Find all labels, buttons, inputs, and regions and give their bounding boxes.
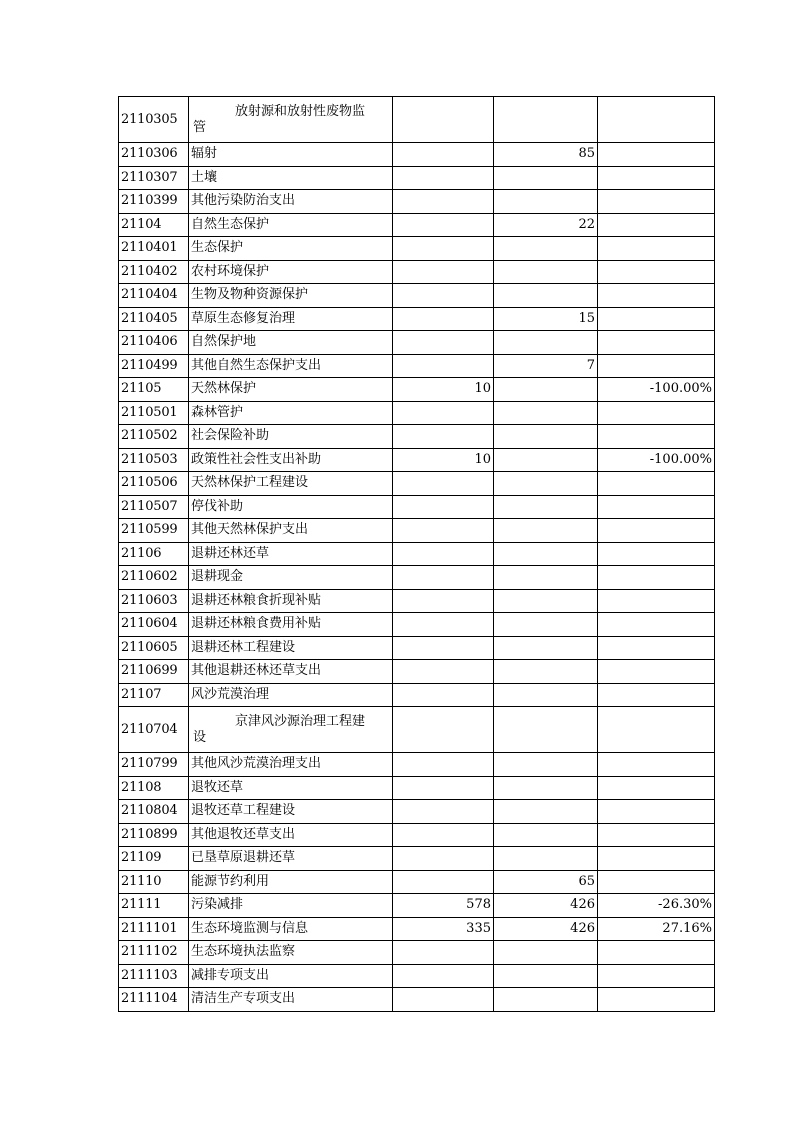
table-row [119, 894, 715, 918]
table-row [119, 378, 715, 402]
value-prev [393, 190, 494, 214]
value-current: 426 [494, 917, 598, 941]
value-prev [393, 519, 494, 543]
value-current [494, 166, 598, 190]
value-current [494, 941, 598, 965]
value-current [494, 613, 598, 637]
row-code: 2111104 [119, 988, 189, 1012]
row-code: 2110501 [119, 401, 189, 425]
table-row [119, 190, 715, 214]
change-percent [598, 495, 715, 519]
row-name-line2: 设 [193, 729, 207, 745]
value-current [494, 660, 598, 684]
row-name: 退耕还林工程建设 [189, 636, 393, 660]
row-name: 已垦草原退耕还草 [189, 847, 393, 871]
value-current [494, 401, 598, 425]
change-percent [598, 988, 715, 1012]
row-name: 草原生态修复治理 [189, 307, 393, 331]
value-prev [393, 660, 494, 684]
row-name: 农村环境保护 [189, 260, 393, 284]
value-prev [393, 166, 494, 190]
row-name: 生物及物种资源保护 [189, 284, 393, 308]
row-name [189, 707, 393, 753]
change-percent [598, 660, 715, 684]
row-code: 2110605 [119, 636, 189, 660]
row-code: 2110599 [119, 519, 189, 543]
table-row [119, 589, 715, 613]
table-row [119, 917, 715, 941]
value-prev [393, 495, 494, 519]
value-prev [393, 143, 494, 167]
row-code: 21106 [119, 542, 189, 566]
row-name: 退耕现金 [189, 566, 393, 590]
row-name-line2: 管 [193, 119, 207, 135]
row-code: 2110804 [119, 800, 189, 824]
value-current [494, 190, 598, 214]
value-current [494, 823, 598, 847]
table-row [119, 97, 715, 143]
value-current [494, 964, 598, 988]
row-code: 21111 [119, 894, 189, 918]
row-name: 社会保险补助 [189, 425, 393, 449]
change-percent [598, 683, 715, 707]
change-percent [598, 307, 715, 331]
row-name: 其他天然林保护支出 [189, 519, 393, 543]
row-code: 2110602 [119, 566, 189, 590]
row-code: 2110799 [119, 753, 189, 777]
row-code: 2110502 [119, 425, 189, 449]
row-name: 清洁生产专项支出 [189, 988, 393, 1012]
table-row [119, 566, 715, 590]
table-row [119, 354, 715, 378]
table-row [119, 964, 715, 988]
value-prev [393, 707, 494, 753]
change-percent [598, 870, 715, 894]
row-name: 生态保护 [189, 237, 393, 261]
row-code: 21105 [119, 378, 189, 402]
change-percent: -100.00% [598, 378, 715, 402]
row-code: 2110402 [119, 260, 189, 284]
change-percent [598, 472, 715, 496]
row-name: 其他自然生态保护支出 [189, 354, 393, 378]
value-prev [393, 354, 494, 378]
row-code: 2110506 [119, 472, 189, 496]
change-percent [598, 753, 715, 777]
value-current [494, 800, 598, 824]
change-percent [598, 542, 715, 566]
row-name: 生态环境监测与信息 [189, 917, 393, 941]
row-name: 退耕还林粮食费用补贴 [189, 613, 393, 637]
row-name: 自然生态保护 [189, 213, 393, 237]
table-row [119, 941, 715, 965]
row-name-line1: 放射源和放射性废物监 [235, 103, 366, 119]
change-percent [598, 97, 715, 143]
row-code: 2111103 [119, 964, 189, 988]
value-prev [393, 542, 494, 566]
value-prev [393, 800, 494, 824]
row-name: 其他退耕还林还草支出 [189, 660, 393, 684]
value-current: 85 [494, 143, 598, 167]
row-code: 2110899 [119, 823, 189, 847]
change-percent: 27.16% [598, 917, 715, 941]
row-name [189, 97, 393, 143]
value-current [494, 472, 598, 496]
value-current [494, 237, 598, 261]
value-prev [393, 870, 494, 894]
table-row [119, 472, 715, 496]
value-prev [393, 331, 494, 355]
row-code: 2111102 [119, 941, 189, 965]
row-name: 退牧还草工程建设 [189, 800, 393, 824]
value-prev [393, 307, 494, 331]
row-code: 2110507 [119, 495, 189, 519]
change-percent [598, 566, 715, 590]
table-row [119, 166, 715, 190]
table-row [119, 988, 715, 1012]
value-current [494, 495, 598, 519]
value-current [494, 776, 598, 800]
value-prev: 578 [393, 894, 494, 918]
change-percent [598, 800, 715, 824]
row-code: 2110604 [119, 613, 189, 637]
change-percent [598, 941, 715, 965]
value-prev [393, 823, 494, 847]
row-code: 2110405 [119, 307, 189, 331]
table-row [119, 800, 715, 824]
value-current [494, 331, 598, 355]
change-percent [598, 589, 715, 613]
row-code: 2110704 [119, 707, 189, 753]
row-code: 2110307 [119, 166, 189, 190]
value-prev: 10 [393, 378, 494, 402]
value-current [494, 847, 598, 871]
value-current [494, 566, 598, 590]
change-percent [598, 401, 715, 425]
row-name: 退牧还草 [189, 776, 393, 800]
change-percent [598, 331, 715, 355]
table-row [119, 707, 715, 753]
row-name: 风沙荒漠治理 [189, 683, 393, 707]
row-code: 21109 [119, 847, 189, 871]
value-prev [393, 237, 494, 261]
change-percent [598, 707, 715, 753]
row-code: 2110305 [119, 97, 189, 143]
value-prev [393, 988, 494, 1012]
value-prev [393, 260, 494, 284]
table-row [119, 284, 715, 308]
row-code: 21108 [119, 776, 189, 800]
row-name: 其他污染防治支出 [189, 190, 393, 214]
table-row [119, 660, 715, 684]
table-row [119, 847, 715, 871]
value-current [494, 284, 598, 308]
table-row [119, 683, 715, 707]
change-percent [598, 354, 715, 378]
change-percent [598, 260, 715, 284]
row-name: 能源节约利用 [189, 870, 393, 894]
value-current: 15 [494, 307, 598, 331]
change-percent [598, 613, 715, 637]
value-prev [393, 213, 494, 237]
table-row [119, 448, 715, 472]
value-prev [393, 847, 494, 871]
value-current: 65 [494, 870, 598, 894]
table-row [119, 542, 715, 566]
row-code: 2110699 [119, 660, 189, 684]
value-current [494, 378, 598, 402]
row-name: 天然林保护工程建设 [189, 472, 393, 496]
table-row [119, 260, 715, 284]
row-name: 森林管护 [189, 401, 393, 425]
value-prev [393, 566, 494, 590]
row-name: 辐射 [189, 143, 393, 167]
value-prev: 335 [393, 917, 494, 941]
row-code: 2110499 [119, 354, 189, 378]
value-prev [393, 97, 494, 143]
value-current [494, 683, 598, 707]
value-current [494, 97, 598, 143]
change-percent [598, 823, 715, 847]
table-row [119, 425, 715, 449]
table-row [119, 823, 715, 847]
value-current [494, 448, 598, 472]
row-name: 污染减排 [189, 894, 393, 918]
table-row [119, 776, 715, 800]
row-name-line1: 京津风沙源治理工程建 [235, 713, 366, 729]
value-current: 7 [494, 354, 598, 378]
value-current [494, 519, 598, 543]
row-name: 政策性社会性支出补助 [189, 448, 393, 472]
value-current [494, 425, 598, 449]
row-name: 退耕还林粮食折现补贴 [189, 589, 393, 613]
row-name: 停伐补助 [189, 495, 393, 519]
row-name: 其他风沙荒漠治理支出 [189, 753, 393, 777]
value-prev: 10 [393, 448, 494, 472]
row-name: 生态环境执法监察 [189, 941, 393, 965]
table-row [119, 753, 715, 777]
change-percent [598, 166, 715, 190]
change-percent [598, 190, 715, 214]
value-prev [393, 753, 494, 777]
change-percent [598, 964, 715, 988]
value-current [494, 636, 598, 660]
value-prev [393, 589, 494, 613]
row-code: 2110306 [119, 143, 189, 167]
change-percent: -100.00% [598, 448, 715, 472]
row-name: 自然保护地 [189, 331, 393, 355]
row-name: 减排专项支出 [189, 964, 393, 988]
value-current [494, 988, 598, 1012]
value-prev [393, 284, 494, 308]
row-name: 天然林保护 [189, 378, 393, 402]
value-current: 22 [494, 213, 598, 237]
change-percent [598, 776, 715, 800]
change-percent [598, 847, 715, 871]
value-current: 426 [494, 894, 598, 918]
row-code: 21110 [119, 870, 189, 894]
row-code: 2110404 [119, 284, 189, 308]
value-current [494, 707, 598, 753]
value-prev [393, 964, 494, 988]
value-prev [393, 636, 494, 660]
value-current [494, 542, 598, 566]
change-percent [598, 425, 715, 449]
value-prev [393, 425, 494, 449]
value-prev [393, 613, 494, 637]
value-prev [393, 941, 494, 965]
change-percent [598, 237, 715, 261]
row-name: 退耕还林还草 [189, 542, 393, 566]
value-prev [393, 683, 494, 707]
change-percent [598, 213, 715, 237]
table-row [119, 636, 715, 660]
budget-table [118, 96, 715, 1012]
table-row [119, 143, 715, 167]
row-name: 土壤 [189, 166, 393, 190]
row-code: 2110406 [119, 331, 189, 355]
value-prev [393, 401, 494, 425]
row-code: 2110401 [119, 237, 189, 261]
row-code: 21104 [119, 213, 189, 237]
table-row [119, 237, 715, 261]
row-code: 2110603 [119, 589, 189, 613]
budget-table-body [119, 97, 715, 1012]
value-current [494, 260, 598, 284]
row-code: 2111101 [119, 917, 189, 941]
change-percent [598, 284, 715, 308]
row-code: 2110503 [119, 448, 189, 472]
change-percent [598, 143, 715, 167]
row-name: 其他退牧还草支出 [189, 823, 393, 847]
table-row [119, 495, 715, 519]
change-percent: -26.30% [598, 894, 715, 918]
table-row [119, 613, 715, 637]
table-row [119, 401, 715, 425]
table-row [119, 870, 715, 894]
table-row [119, 213, 715, 237]
value-prev [393, 776, 494, 800]
change-percent [598, 519, 715, 543]
row-code: 21107 [119, 683, 189, 707]
row-code: 2110399 [119, 190, 189, 214]
value-current [494, 589, 598, 613]
change-percent [598, 636, 715, 660]
table-row [119, 331, 715, 355]
table-row [119, 519, 715, 543]
value-prev [393, 472, 494, 496]
value-current [494, 753, 598, 777]
table-row [119, 307, 715, 331]
